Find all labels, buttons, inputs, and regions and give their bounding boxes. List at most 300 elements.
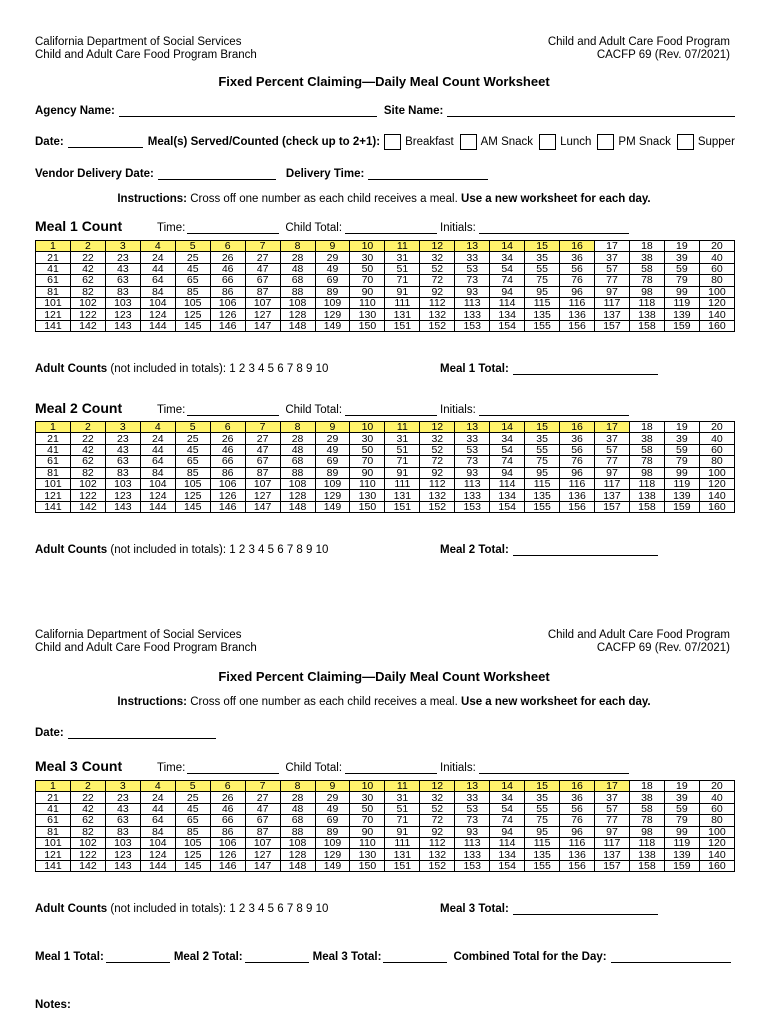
count-cell[interactable]: 74 [490,275,525,286]
count-cell[interactable]: 36 [560,433,595,444]
count-cell[interactable]: 6 [210,422,245,433]
meal-3-total-field[interactable] [513,903,658,915]
count-cell[interactable]: 59 [664,803,699,814]
count-cell[interactable]: 64 [140,456,175,467]
count-cell[interactable]: 35 [525,433,560,444]
count-cell[interactable]: 8 [280,422,315,433]
combined-total-field[interactable] [611,951,731,963]
count-cell[interactable]: 154 [490,860,525,871]
count-cell[interactable]: 27 [245,433,280,444]
count-cell[interactable]: 58 [629,803,664,814]
count-cell[interactable]: 155 [525,860,560,871]
count-cell[interactable]: 29 [315,433,350,444]
count-cell[interactable]: 38 [629,433,664,444]
count-cell[interactable]: 44 [140,803,175,814]
count-cell[interactable]: 106 [210,837,245,848]
count-cell[interactable]: 98 [629,826,664,837]
count-cell[interactable]: 61 [36,456,71,467]
count-cell[interactable]: 91 [385,467,420,478]
count-cell[interactable]: 10 [350,781,385,792]
count-cell[interactable]: 72 [420,275,455,286]
count-cell[interactable]: 139 [664,309,699,320]
count-cell[interactable]: 103 [105,837,140,848]
count-cell[interactable]: 121 [36,490,71,501]
summary-meal-3-field[interactable] [383,951,447,963]
count-cell[interactable]: 99 [664,467,699,478]
count-cell[interactable]: 5 [175,781,210,792]
count-cell[interactable]: 112 [420,478,455,489]
count-cell[interactable]: 94 [490,467,525,478]
count-cell[interactable]: 103 [105,297,140,308]
count-cell[interactable]: 11 [385,241,420,252]
count-cell[interactable]: 77 [595,275,630,286]
count-cell[interactable]: 14 [490,422,525,433]
count-cell[interactable]: 139 [664,490,699,501]
count-cell[interactable]: 123 [105,490,140,501]
count-cell[interactable]: 36 [560,252,595,263]
meal-1-child-total-field[interactable] [345,222,437,234]
count-cell[interactable]: 17 [595,241,630,252]
count-cell[interactable]: 120 [699,297,734,308]
count-cell[interactable]: 147 [245,320,280,331]
count-cell[interactable]: 85 [175,286,210,297]
count-cell[interactable]: 4 [140,241,175,252]
count-cell[interactable]: 77 [595,815,630,826]
count-cell[interactable]: 12 [420,422,455,433]
count-cell[interactable]: 39 [664,433,699,444]
am-snack-checkbox[interactable] [460,134,477,150]
count-cell[interactable]: 27 [245,252,280,263]
count-cell[interactable]: 4 [140,422,175,433]
count-cell[interactable]: 49 [315,263,350,274]
count-cell[interactable]: 137 [595,490,630,501]
count-cell[interactable]: 63 [105,815,140,826]
count-cell[interactable]: 140 [699,490,734,501]
count-cell[interactable]: 22 [70,433,105,444]
count-cell[interactable]: 27 [245,792,280,803]
count-cell[interactable]: 20 [699,422,734,433]
count-cell[interactable]: 78 [629,275,664,286]
count-cell[interactable]: 15 [525,241,560,252]
count-cell[interactable]: 158 [629,320,664,331]
count-cell[interactable]: 30 [350,252,385,263]
count-cell[interactable]: 159 [664,501,699,512]
count-cell[interactable]: 23 [105,792,140,803]
count-cell[interactable]: 125 [175,849,210,860]
count-cell[interactable]: 75 [525,815,560,826]
count-cell[interactable]: 34 [490,433,525,444]
count-cell[interactable]: 131 [385,490,420,501]
count-cell[interactable]: 134 [490,490,525,501]
count-cell[interactable]: 81 [36,286,71,297]
count-cell[interactable]: 33 [455,792,490,803]
count-cell[interactable]: 41 [36,803,71,814]
count-cell[interactable]: 89 [315,467,350,478]
count-cell[interactable]: 7 [245,241,280,252]
count-cell[interactable]: 26 [210,433,245,444]
count-cell[interactable]: 19 [664,241,699,252]
count-cell[interactable]: 128 [280,490,315,501]
count-cell[interactable]: 39 [664,792,699,803]
count-cell[interactable]: 148 [280,501,315,512]
count-cell[interactable]: 97 [595,467,630,478]
count-cell[interactable]: 114 [490,297,525,308]
count-cell[interactable]: 112 [420,297,455,308]
count-cell[interactable]: 29 [315,792,350,803]
count-cell[interactable]: 157 [595,860,630,871]
count-cell[interactable]: 122 [70,849,105,860]
count-cell[interactable]: 74 [490,456,525,467]
count-cell[interactable]: 157 [595,501,630,512]
count-cell[interactable]: 61 [36,815,71,826]
count-cell[interactable]: 73 [455,456,490,467]
count-cell[interactable]: 68 [280,815,315,826]
count-cell[interactable]: 92 [420,826,455,837]
count-cell[interactable]: 34 [490,792,525,803]
count-cell[interactable]: 149 [315,501,350,512]
count-cell[interactable]: 94 [490,826,525,837]
count-cell[interactable]: 52 [420,444,455,455]
count-cell[interactable]: 116 [560,837,595,848]
count-cell[interactable]: 16 [560,241,595,252]
count-cell[interactable]: 139 [664,849,699,860]
count-cell[interactable]: 137 [595,849,630,860]
count-cell[interactable]: 142 [70,501,105,512]
count-cell[interactable]: 105 [175,837,210,848]
count-cell[interactable]: 26 [210,252,245,263]
count-cell[interactable]: 123 [105,849,140,860]
count-cell[interactable]: 7 [245,781,280,792]
count-cell[interactable]: 32 [420,252,455,263]
count-cell[interactable]: 41 [36,444,71,455]
count-cell[interactable]: 2 [70,241,105,252]
count-cell[interactable]: 82 [70,826,105,837]
count-cell[interactable]: 96 [560,286,595,297]
count-cell[interactable]: 9 [315,781,350,792]
count-cell[interactable]: 59 [664,263,699,274]
meal-2-child-total-field[interactable] [345,404,437,416]
count-cell[interactable]: 62 [70,456,105,467]
count-cell[interactable]: 37 [595,433,630,444]
count-cell[interactable]: 95 [525,826,560,837]
count-cell[interactable]: 108 [280,478,315,489]
count-cell[interactable]: 31 [385,252,420,263]
count-cell[interactable]: 13 [455,781,490,792]
count-cell[interactable]: 150 [350,860,385,871]
count-cell[interactable]: 90 [350,286,385,297]
count-cell[interactable]: 104 [140,297,175,308]
count-cell[interactable]: 114 [490,837,525,848]
count-cell[interactable]: 28 [280,433,315,444]
count-cell[interactable]: 26 [210,792,245,803]
count-cell[interactable]: 3 [105,781,140,792]
count-cell[interactable]: 119 [664,297,699,308]
count-cell[interactable]: 144 [140,501,175,512]
count-cell[interactable]: 106 [210,297,245,308]
count-cell[interactable]: 150 [350,320,385,331]
count-cell[interactable]: 134 [490,849,525,860]
count-cell[interactable]: 120 [699,478,734,489]
count-cell[interactable]: 118 [629,837,664,848]
count-cell[interactable]: 120 [699,837,734,848]
count-cell[interactable]: 47 [245,263,280,274]
count-cell[interactable]: 50 [350,803,385,814]
count-cell[interactable]: 143 [105,320,140,331]
count-cell[interactable]: 78 [629,815,664,826]
count-cell[interactable]: 159 [664,320,699,331]
count-cell[interactable]: 115 [525,297,560,308]
count-cell[interactable]: 58 [629,263,664,274]
count-cell[interactable]: 1 [36,422,71,433]
count-cell[interactable]: 62 [70,815,105,826]
count-cell[interactable]: 119 [664,837,699,848]
count-cell[interactable]: 28 [280,252,315,263]
count-cell[interactable]: 111 [385,297,420,308]
count-cell[interactable]: 84 [140,286,175,297]
count-cell[interactable]: 74 [490,815,525,826]
count-cell[interactable]: 85 [175,467,210,478]
count-cell[interactable]: 130 [350,309,385,320]
count-cell[interactable]: 133 [455,490,490,501]
count-cell[interactable]: 43 [105,263,140,274]
count-cell[interactable]: 116 [560,297,595,308]
count-cell[interactable]: 84 [140,467,175,478]
count-cell[interactable]: 111 [385,837,420,848]
pm-snack-checkbox[interactable] [597,134,614,150]
count-cell[interactable]: 152 [420,501,455,512]
count-cell[interactable]: 20 [699,241,734,252]
count-cell[interactable]: 20 [699,781,734,792]
count-cell[interactable]: 122 [70,490,105,501]
count-cell[interactable]: 89 [315,826,350,837]
count-cell[interactable]: 146 [210,320,245,331]
count-cell[interactable]: 143 [105,501,140,512]
count-cell[interactable]: 75 [525,456,560,467]
count-cell[interactable]: 87 [245,826,280,837]
count-cell[interactable]: 131 [385,309,420,320]
count-cell[interactable]: 153 [455,501,490,512]
date-field[interactable] [68,136,143,148]
count-cell[interactable]: 63 [105,275,140,286]
count-cell[interactable]: 59 [664,444,699,455]
count-cell[interactable]: 157 [595,320,630,331]
count-cell[interactable]: 69 [315,456,350,467]
count-cell[interactable]: 91 [385,826,420,837]
count-cell[interactable]: 125 [175,490,210,501]
count-cell[interactable]: 110 [350,478,385,489]
count-cell[interactable]: 101 [36,837,71,848]
lunch-checkbox[interactable] [539,134,556,150]
meal-1-total-field[interactable] [513,363,658,375]
count-cell[interactable]: 149 [315,320,350,331]
count-cell[interactable]: 108 [280,837,315,848]
count-cell[interactable]: 13 [455,422,490,433]
count-cell[interactable]: 96 [560,826,595,837]
count-cell[interactable]: 15 [525,781,560,792]
count-cell[interactable]: 55 [525,444,560,455]
count-cell[interactable]: 93 [455,286,490,297]
count-cell[interactable]: 81 [36,467,71,478]
count-cell[interactable]: 45 [175,803,210,814]
count-cell[interactable]: 134 [490,309,525,320]
count-cell[interactable]: 156 [560,320,595,331]
count-cell[interactable]: 83 [105,467,140,478]
count-cell[interactable]: 140 [699,309,734,320]
count-cell[interactable]: 138 [629,490,664,501]
count-cell[interactable]: 132 [420,849,455,860]
count-cell[interactable]: 54 [490,803,525,814]
count-cell[interactable]: 115 [525,837,560,848]
count-cell[interactable]: 53 [455,444,490,455]
count-cell[interactable]: 144 [140,320,175,331]
count-cell[interactable]: 93 [455,467,490,478]
site-name-field[interactable] [447,105,735,117]
count-cell[interactable]: 87 [245,467,280,478]
count-cell[interactable]: 153 [455,860,490,871]
count-cell[interactable]: 154 [490,501,525,512]
count-cell[interactable]: 67 [245,815,280,826]
count-cell[interactable]: 86 [210,826,245,837]
count-cell[interactable]: 51 [385,803,420,814]
count-cell[interactable]: 72 [420,456,455,467]
count-cell[interactable]: 37 [595,252,630,263]
count-cell[interactable]: 160 [699,501,734,512]
count-cell[interactable]: 126 [210,849,245,860]
count-cell[interactable]: 83 [105,826,140,837]
count-cell[interactable]: 124 [140,309,175,320]
count-cell[interactable]: 44 [140,263,175,274]
count-cell[interactable]: 11 [385,422,420,433]
count-cell[interactable]: 7 [245,422,280,433]
count-cell[interactable]: 69 [315,815,350,826]
count-cell[interactable]: 38 [629,792,664,803]
count-cell[interactable]: 50 [350,263,385,274]
count-cell[interactable]: 42 [70,263,105,274]
count-cell[interactable]: 31 [385,433,420,444]
count-cell[interactable]: 107 [245,837,280,848]
count-cell[interactable]: 76 [560,275,595,286]
count-cell[interactable]: 36 [560,792,595,803]
count-cell[interactable]: 28 [280,792,315,803]
count-cell[interactable]: 43 [105,444,140,455]
count-cell[interactable]: 152 [420,320,455,331]
date-field-2[interactable] [68,727,216,739]
count-cell[interactable]: 10 [350,422,385,433]
count-cell[interactable]: 2 [70,422,105,433]
count-cell[interactable]: 99 [664,286,699,297]
count-cell[interactable]: 2 [70,781,105,792]
count-cell[interactable]: 130 [350,849,385,860]
count-cell[interactable]: 151 [385,320,420,331]
count-cell[interactable]: 16 [560,422,595,433]
count-cell[interactable]: 37 [595,792,630,803]
count-cell[interactable]: 34 [490,252,525,263]
count-cell[interactable]: 73 [455,275,490,286]
count-cell[interactable]: 11 [385,781,420,792]
count-cell[interactable]: 92 [420,467,455,478]
count-cell[interactable]: 146 [210,501,245,512]
count-cell[interactable]: 142 [70,860,105,871]
count-cell[interactable]: 143 [105,860,140,871]
count-cell[interactable]: 100 [699,467,734,478]
count-cell[interactable]: 114 [490,478,525,489]
agency-name-field[interactable] [119,105,377,117]
count-cell[interactable]: 65 [175,275,210,286]
vendor-delivery-date-field[interactable] [158,168,276,180]
count-cell[interactable]: 113 [455,837,490,848]
count-cell[interactable]: 153 [455,320,490,331]
count-cell[interactable]: 159 [664,860,699,871]
count-cell[interactable]: 17 [595,781,630,792]
count-cell[interactable]: 48 [280,444,315,455]
count-cell[interactable]: 77 [595,456,630,467]
count-cell[interactable]: 113 [455,297,490,308]
count-cell[interactable]: 57 [595,444,630,455]
count-cell[interactable]: 125 [175,309,210,320]
count-cell[interactable]: 33 [455,252,490,263]
count-cell[interactable]: 5 [175,422,210,433]
count-cell[interactable]: 154 [490,320,525,331]
count-cell[interactable]: 58 [629,444,664,455]
count-cell[interactable]: 128 [280,309,315,320]
meal-3-child-total-field[interactable] [345,762,437,774]
count-cell[interactable]: 84 [140,826,175,837]
delivery-time-field[interactable] [368,168,488,180]
count-cell[interactable]: 53 [455,803,490,814]
count-cell[interactable]: 5 [175,241,210,252]
count-cell[interactable]: 66 [210,275,245,286]
count-cell[interactable]: 39 [664,252,699,263]
count-cell[interactable]: 107 [245,297,280,308]
count-cell[interactable]: 18 [629,241,664,252]
count-cell[interactable]: 54 [490,263,525,274]
count-cell[interactable]: 147 [245,860,280,871]
count-cell[interactable]: 56 [560,803,595,814]
count-cell[interactable]: 108 [280,297,315,308]
count-cell[interactable]: 67 [245,456,280,467]
count-cell[interactable]: 55 [525,803,560,814]
supper-checkbox[interactable] [677,134,694,150]
count-cell[interactable]: 90 [350,467,385,478]
count-cell[interactable]: 52 [420,263,455,274]
count-cell[interactable]: 144 [140,860,175,871]
count-cell[interactable]: 25 [175,433,210,444]
count-cell[interactable]: 109 [315,837,350,848]
count-cell[interactable]: 133 [455,309,490,320]
count-cell[interactable]: 148 [280,320,315,331]
count-cell[interactable]: 46 [210,444,245,455]
count-cell[interactable]: 13 [455,241,490,252]
count-cell[interactable]: 66 [210,815,245,826]
count-cell[interactable]: 82 [70,286,105,297]
count-cell[interactable]: 128 [280,849,315,860]
count-cell[interactable]: 66 [210,456,245,467]
count-cell[interactable]: 102 [70,297,105,308]
count-cell[interactable]: 127 [245,490,280,501]
count-cell[interactable]: 32 [420,433,455,444]
meal-1-initials-field[interactable] [479,222,629,234]
count-cell[interactable]: 131 [385,849,420,860]
count-cell[interactable]: 25 [175,252,210,263]
count-cell[interactable]: 41 [36,263,71,274]
meal-3-initials-field[interactable] [479,762,629,774]
count-cell[interactable]: 109 [315,478,350,489]
count-cell[interactable]: 16 [560,781,595,792]
count-cell[interactable]: 76 [560,815,595,826]
count-cell[interactable]: 19 [664,422,699,433]
count-cell[interactable]: 129 [315,490,350,501]
count-cell[interactable]: 68 [280,275,315,286]
